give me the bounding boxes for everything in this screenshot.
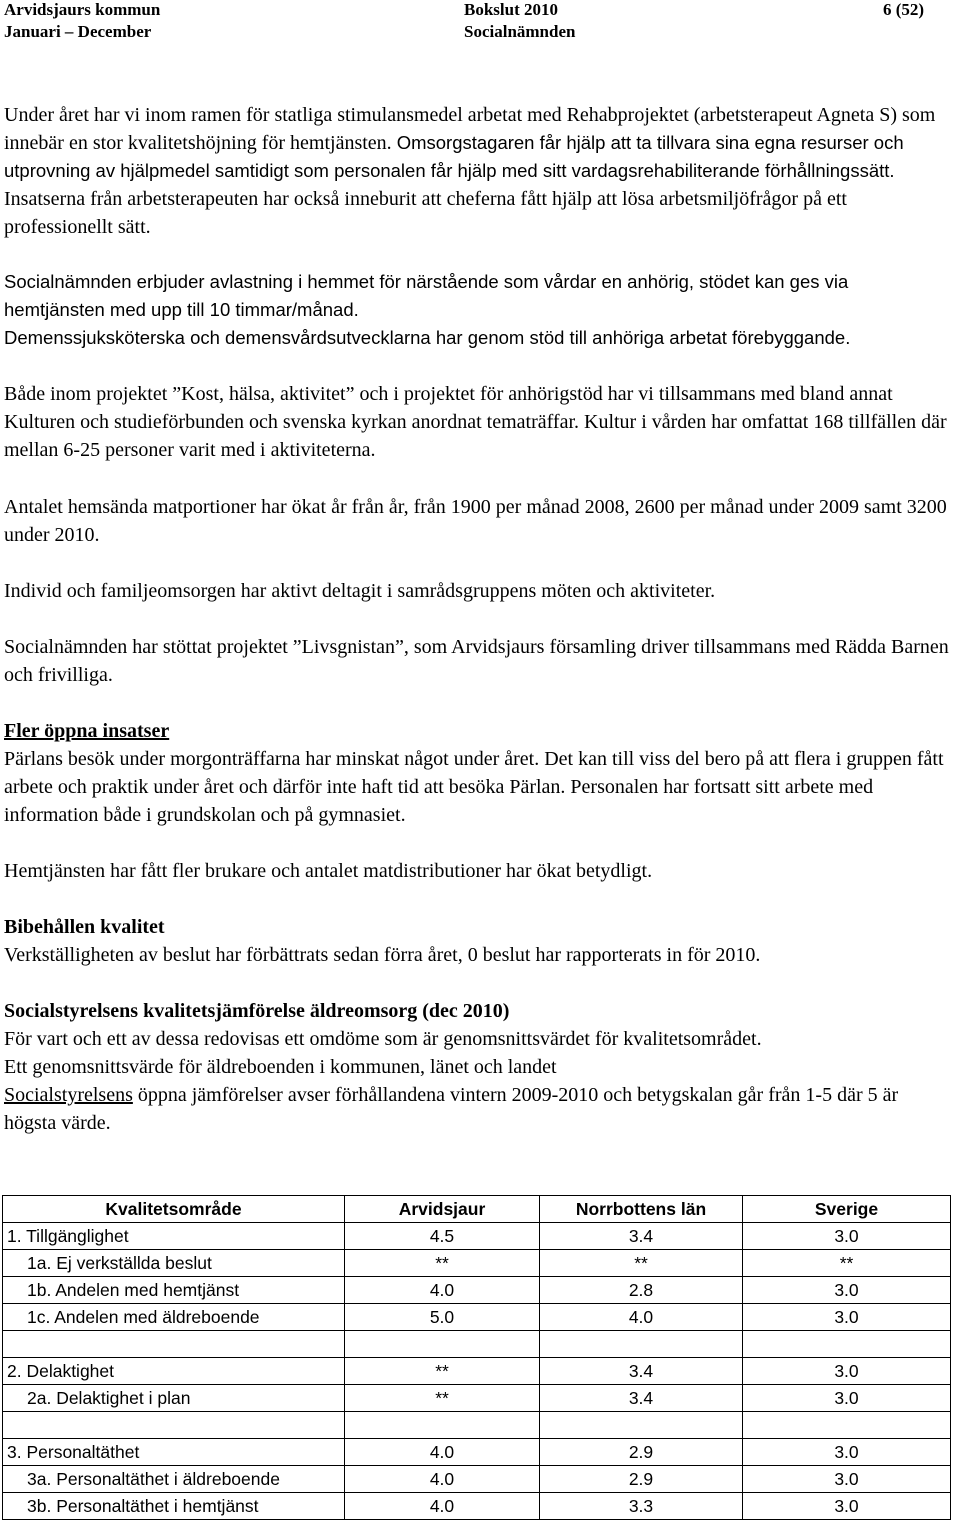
- heading-open-services: Fler öppna insatser: [4, 720, 170, 742]
- cell-sweden: [743, 1331, 951, 1358]
- cell-norrbotten: 2.9: [540, 1466, 743, 1493]
- header-department: Socialnämnden: [464, 22, 576, 41]
- cell-sweden: 3.0: [743, 1466, 951, 1493]
- section-comparison: [4, 997, 954, 1137]
- paragraph-meals: Antalet hemsända matportioner har ökat år från år, från 1900 per månad 2008, 2600 per månad under 2009 samt 3200 under 2010.: [4, 496, 947, 546]
- paragraph-scale-text: öppna jämförelser avser förhållandena vintern 2009-2010 och betygskalan går från 1-5 där 5 är högsta värde.: [4, 1084, 899, 1134]
- cell-sweden: **: [743, 1250, 951, 1277]
- table-row: [3, 1358, 951, 1385]
- cell-sweden: 3.0: [743, 1493, 951, 1520]
- column-header-area: Kvalitetsområde: [3, 1196, 345, 1223]
- section-open-services: [4, 717, 954, 829]
- header-page-number: 6 (52): [883, 0, 925, 19]
- cell-sweden: 3.0: [743, 1304, 951, 1331]
- row-label: 1. Tillgänglighet: [3, 1223, 345, 1250]
- cell-arvidsjaur: 4.0: [345, 1439, 540, 1466]
- cell-arvidsjaur: 4.0: [345, 1466, 540, 1493]
- table-row: [3, 1466, 951, 1493]
- header-period: Januari – December: [4, 22, 152, 41]
- cell-norrbotten: **: [540, 1250, 743, 1277]
- cell-arvidsjaur: **: [345, 1250, 540, 1277]
- cell-norrbotten: 2.9: [540, 1439, 743, 1466]
- paragraph-projects-part1: Både inom projektet ”Kost, hälsa, aktivitet” och i projektet för anhörigstöd har vi tillsammans med bland annat Kulturen och studieförbunden och svenska kyrkan anordnat tematräffar.: [4, 383, 893, 433]
- table-row: [3, 1223, 951, 1250]
- paragraph-projects-part2: Kultur i vården har omfattat 168 tillfällen där mellan 6-25 personer varit med i aktiviteterna.: [4, 411, 947, 461]
- row-label: [3, 1412, 345, 1439]
- cell-arvidsjaur: [345, 1331, 540, 1358]
- row-label: 2a. Delaktighet i plan: [3, 1385, 345, 1412]
- cell-norrbotten: [540, 1331, 743, 1358]
- column-header-sweden: Sverige: [743, 1196, 951, 1223]
- row-label: 1a. Ej verkställda beslut: [3, 1250, 345, 1277]
- paragraph-decisions: Verkställigheten av beslut har förbättrats sedan förra året, 0 beslut har rapporterats in för 2010.: [4, 944, 761, 966]
- table-row: [3, 1493, 951, 1520]
- column-header-norrbotten: Norrbottens län: [540, 1196, 743, 1223]
- table-row: [3, 1439, 951, 1466]
- paragraph-dementia-text: Demenssjuksköterska och demensvårdsutvecklarna har genom stöd till anhöriga arbetat förebyggande.: [4, 327, 851, 348]
- paragraph-home-care: Hemtjänsten har fått fler brukare och antalet matdistributioner har ökat betydligt.: [4, 860, 653, 882]
- cell-sweden: 3.0: [743, 1385, 951, 1412]
- cell-norrbotten: 2.8: [540, 1277, 743, 1304]
- cell-norrbotten: 3.4: [540, 1223, 743, 1250]
- cell-arvidsjaur: [345, 1412, 540, 1439]
- table-row: [3, 1385, 951, 1412]
- cell-norrbotten: 3.4: [540, 1385, 743, 1412]
- cell-arvidsjaur: **: [345, 1385, 540, 1412]
- cell-norrbotten: 4.0: [540, 1304, 743, 1331]
- cell-sweden: 3.0: [743, 1223, 951, 1250]
- section-quality: [4, 913, 954, 969]
- table-row: [3, 1250, 951, 1277]
- paragraph-comparison-desc: För vart och ett av dessa redovisas ett omdöme som är genomsnittsvärdet för kvalitetsområdet.: [4, 1028, 762, 1050]
- paragraph-rehab-part2: Omsorgstagaren får hjälp att ta tillvara sina egna resurser och utprovning av hjälpmedel samtidigt som personalen får hjälp med sitt vardagsrehabiliterande förhållningssätt.: [4, 132, 904, 181]
- cell-arvidsjaur: 4.0: [345, 1277, 540, 1304]
- table-spacer-row: [3, 1412, 951, 1439]
- paragraph-projects: [4, 380, 954, 464]
- header-org: Arvidsjaurs kommun: [4, 0, 161, 19]
- cell-arvidsjaur: 5.0: [345, 1304, 540, 1331]
- cell-norrbotten: 3.3: [540, 1493, 743, 1520]
- paragraph-average: Ett genomsnittsvärde för äldreboenden i kommunen, länet och landet: [4, 1056, 557, 1078]
- header-doc-title: Bokslut 2010: [464, 0, 558, 19]
- cell-arvidsjaur: 4.5: [345, 1223, 540, 1250]
- row-label: 3a. Personaltäthet i äldreboende: [3, 1466, 345, 1493]
- socialstyrelsen-link[interactable]: Socialstyrelsens: [4, 1084, 133, 1106]
- paragraph-scale: [4, 1081, 954, 1137]
- row-label: 2. Delaktighet: [3, 1358, 345, 1385]
- cell-arvidsjaur: **: [345, 1358, 540, 1385]
- row-label: [3, 1331, 345, 1358]
- heading-quality: Bibehållen kvalitet: [4, 916, 165, 938]
- cell-sweden: 3.0: [743, 1277, 951, 1304]
- table-header-row: [3, 1196, 951, 1223]
- row-label: 3. Personaltäthet: [3, 1439, 345, 1466]
- heading-comparison: Socialstyrelsens kvalitetsjämförelse äldreomsorg (dec 2010): [4, 1000, 510, 1022]
- row-label: 3b. Personaltäthet i hemtjänst: [3, 1493, 345, 1520]
- paragraph-relief: [4, 268, 954, 352]
- cell-norrbotten: 3.4: [540, 1358, 743, 1385]
- paragraph-relief-text: Socialnämnden erbjuder avlastning i hemmet för närstående som vårdar en anhörig, stödet kan ges via hemtjänsten med upp till 10 timmar/månad.: [4, 271, 849, 320]
- paragraph-ifo: Individ och familjeomsorgen har aktivt deltagit i samrådsgruppens möten och aktiviteter.: [4, 580, 716, 602]
- paragraph-livsgnistan: Socialnämnden har stöttat projektet ”Livsgnistan”, som Arvidsjaurs församling driver tillsammans med Rädda Barnen och frivilliga.: [4, 636, 949, 686]
- column-header-arvidsjaur: Arvidsjaur: [345, 1196, 540, 1223]
- quality-table: [2, 1195, 951, 1520]
- cell-sweden: [743, 1412, 951, 1439]
- row-label: 1b. Andelen med hemtjänst: [3, 1277, 345, 1304]
- paragraph-parlan: Pärlans besök under morgonträffarna har minskat något under året. Det kan till viss del bero på att flera i gruppen fått arbete och praktik under året och därför inte haft tid att besöka Pärlan. Personalen har fortsatt sitt arbete med information både i grundskolan och på gymnasiet.: [4, 748, 944, 826]
- cell-arvidsjaur: 4.0: [345, 1493, 540, 1520]
- row-label: 1c. Andelen med äldreboende: [3, 1304, 345, 1331]
- table-row: [3, 1277, 951, 1304]
- cell-norrbotten: [540, 1412, 743, 1439]
- paragraph-rehab-part1: Under året har vi inom ramen för statliga stimulansmedel arbetat med Rehabprojektet (arbetsterapeut Agneta S) som innebär en stor kvalitetshöjning för hemtjänsten.: [4, 104, 936, 154]
- table-spacer-row: [3, 1331, 951, 1358]
- cell-sweden: 3.0: [743, 1439, 951, 1466]
- cell-sweden: 3.0: [743, 1358, 951, 1385]
- paragraph-rehab: [4, 101, 954, 241]
- table-row: [3, 1304, 951, 1331]
- paragraph-rehab-part3: Insatserna från arbetsterapeuten har också inneburit att cheferna fått hjälp att lösa arbetsmiljöfrågor på ett professionellt sätt.: [4, 188, 847, 238]
